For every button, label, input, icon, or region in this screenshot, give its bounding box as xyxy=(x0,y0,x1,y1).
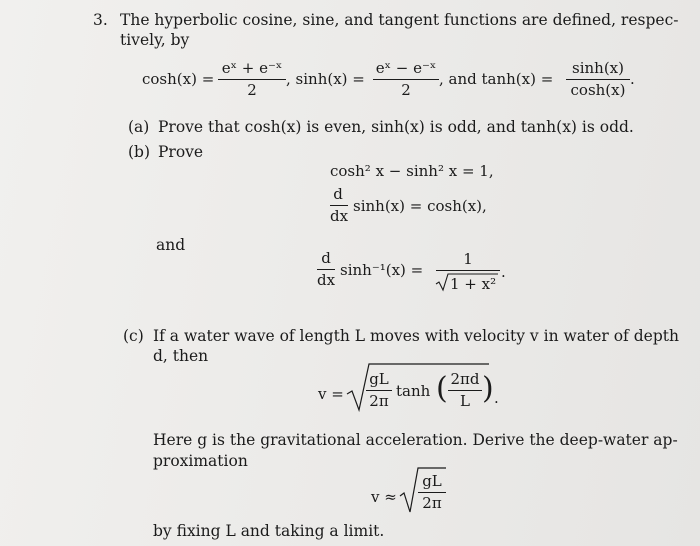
derivative-sinh-equation: sinh(x) = cosh(x), xyxy=(353,197,487,215)
cosh-lhs: cosh(x) = xyxy=(142,70,215,88)
left-paren: ( xyxy=(436,371,448,406)
problem-number: 3. xyxy=(93,11,108,29)
eq3-numerator: 1 xyxy=(463,250,473,268)
eq4-period: . xyxy=(494,389,499,407)
cosh-denominator: 2 xyxy=(247,81,257,99)
eq3-d: d xyxy=(321,249,331,267)
eq4-numerator-2: 2πd xyxy=(450,370,480,388)
eq5-numerator: gL xyxy=(422,472,442,490)
sinh-lhs: , sinh(x) = xyxy=(286,70,365,88)
deep-water-lhs: v ≈ xyxy=(371,488,397,506)
eq5-fraction-bar xyxy=(418,492,446,493)
eq4-denominator-1: 2π xyxy=(369,392,389,410)
tanh-denominator: cosh(x) xyxy=(570,81,626,99)
part-c-line-1: If a water wave of length L moves with velocity v in water of depth xyxy=(153,327,679,345)
closing-line: by fixing L and taking a limit. xyxy=(153,522,385,540)
tanh-fraction-bar xyxy=(566,79,630,80)
identity-equation: cosh² x − sinh² x = 1, xyxy=(330,162,494,180)
eq4-fraction-bar-1 xyxy=(366,390,392,391)
part-c-line-4: proximation xyxy=(153,452,248,470)
eq4-fraction-bar-2 xyxy=(448,390,482,391)
part-a-text: Prove that cosh(x) is even, sinh(x) is odd, and tanh(x) is odd. xyxy=(158,118,634,136)
eq3-dx: dx xyxy=(316,271,336,289)
tanh-lhs: , and tanh(x) = xyxy=(439,70,554,88)
eq3-period: . xyxy=(501,263,506,281)
eq3-fraction-bar xyxy=(317,269,335,270)
sinh-fraction-bar xyxy=(373,79,439,80)
intro-line-1: The hyperbolic cosine, sine, and tangent functions are defined, respec- xyxy=(120,11,679,29)
sqrt-sign-icon xyxy=(436,274,450,292)
cosh-fraction-bar xyxy=(218,79,286,80)
eq3-denominator: 1 + x² xyxy=(450,275,497,293)
sinh-numerator: eˣ − e⁻ˣ xyxy=(375,59,437,77)
eq5-denominator: 2π xyxy=(422,494,442,512)
eq2-d: d xyxy=(333,185,343,203)
tanh-function: tanh xyxy=(396,382,431,400)
def-period: . xyxy=(630,70,635,88)
derivative-arcsinh-lhs: sinh⁻¹(x) = xyxy=(340,261,424,279)
part-b-label: (b) xyxy=(128,143,151,161)
eq4-numerator-1: gL xyxy=(369,370,389,388)
right-paren: ) xyxy=(482,371,494,406)
eq4-denominator-2: L xyxy=(460,392,470,410)
part-a-label: (a) xyxy=(128,118,150,136)
intro-line-2: tively, by xyxy=(120,31,190,49)
part-c-label: (c) xyxy=(123,327,144,345)
wave-velocity-lhs: v = xyxy=(318,385,344,403)
part-b-text: Prove xyxy=(158,143,204,161)
eq3-fraction-bar-2 xyxy=(436,270,500,271)
eq2-dx: dx xyxy=(329,207,349,225)
part-c-line-2: d, then xyxy=(153,347,209,365)
part-c-line-3: Here g is the gravitational acceleration. Derive the deep-water ap- xyxy=(153,431,678,449)
cosh-numerator: eˣ + e⁻ˣ xyxy=(221,59,283,77)
tanh-numerator: sinh(x) xyxy=(572,59,624,77)
and-label: and xyxy=(156,236,186,254)
sinh-denominator: 2 xyxy=(401,81,411,99)
eq2-fraction-bar xyxy=(330,205,348,206)
